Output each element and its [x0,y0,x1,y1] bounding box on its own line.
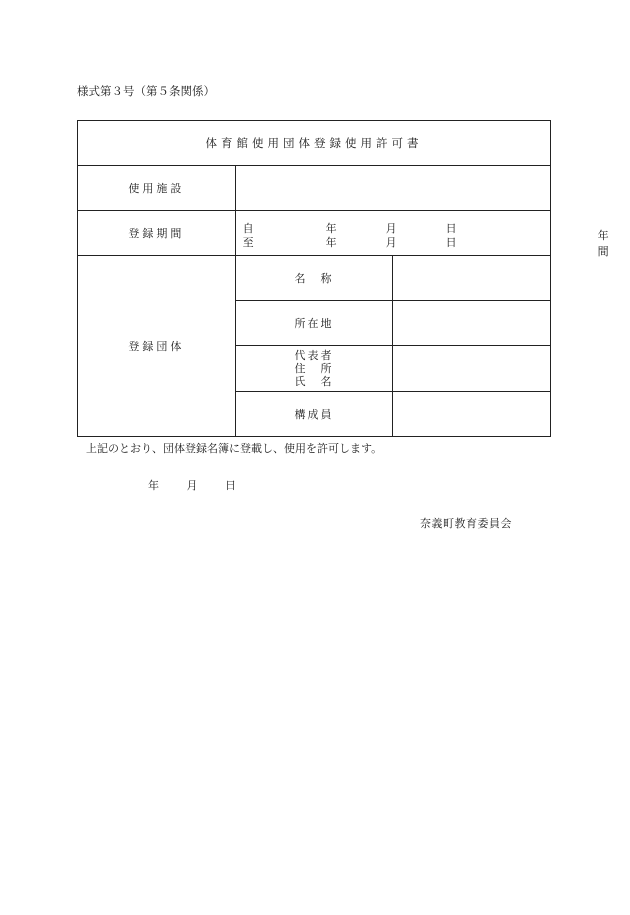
period-to-day: 日 [445,236,457,249]
group-name-value [393,256,551,301]
period-label: 登録期間 [78,211,236,256]
period-years-suffix: 年間 [597,229,609,258]
rep-label-line2: 住 所 [294,362,334,375]
period-to-month: 月 [385,236,397,249]
permit-statement: 上記のとおり、団体登録名簿に登載し、使用を許可します。 [86,442,383,455]
period-to-year: 年 [325,236,337,249]
form-title: 体育館使用団体登録使用許可書 [78,121,551,166]
facility-value [235,166,550,211]
representative-label [235,346,393,392]
period-from: 自 [242,222,254,235]
issue-date-month: 月 [186,479,198,492]
issue-date-day: 日 [225,479,236,492]
issuer-name: 奈義町教育委員会 [420,517,512,530]
period-from-year: 年 [325,222,337,235]
rep-label-line3: 氏 名 [294,375,334,388]
permit-form-table [77,120,609,437]
issue-date [148,477,236,493]
members-label: 構成員 [235,392,393,437]
issue-date-year: 年 [148,479,159,492]
period-from-day: 日 [445,222,457,235]
group-label: 登録団体 [78,256,236,437]
form-number: 様式第３号（第５条関係） [77,84,215,98]
period-cell [235,211,609,258]
period-to: 至 [242,236,254,249]
rep-label-line1: 代表者 [294,349,334,362]
group-address-label: 所在地 [235,301,393,346]
representative-value [393,346,551,392]
group-name-label: 名 称 [235,256,393,301]
group-address-value [393,301,551,346]
facility-label: 使用施設 [78,166,236,211]
members-value [393,392,551,437]
period-from-month: 月 [385,222,397,235]
